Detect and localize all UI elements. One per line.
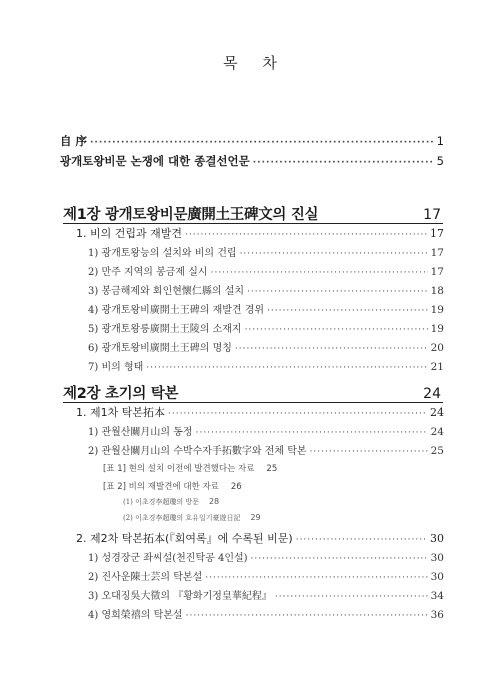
toc-table-subentry[interactable] xyxy=(123,513,261,523)
item-title: 2) 관월산關月山의 수박수자手拓數字와 전체 탁본 xyxy=(88,446,307,457)
section-title: 1. 제1차 탁본拓本 xyxy=(76,406,165,419)
item-page-number: 34 xyxy=(430,590,444,602)
chapter-title: 제1장 광개토왕비문廣開土王碑文의 진실 xyxy=(63,207,319,223)
item-title: 3) 오대징吳大徵의 『황화기정皇華紀程』 xyxy=(88,591,272,602)
leader-dots xyxy=(146,364,427,373)
section-title: 2. 제2차 탁본拓本(『회여록』에 수록된 비문) xyxy=(76,532,293,545)
toc-table-subentry[interactable] xyxy=(123,497,219,507)
table-subentry-title: (1) 이초경李超瓊의 방문 xyxy=(123,498,199,506)
chapter-page-number: 17 xyxy=(423,207,441,223)
item-title: 4) 영희榮禧의 탁본설 xyxy=(88,610,183,621)
item-page-number: 30 xyxy=(430,552,444,564)
item-page-number: 21 xyxy=(430,361,444,373)
toc-item[interactable] xyxy=(88,320,444,335)
toc-item[interactable] xyxy=(88,244,444,259)
table-page-number: 25 xyxy=(266,464,278,474)
toc-entry-declaration[interactable] xyxy=(60,153,444,169)
leader-dots xyxy=(275,593,428,602)
toc-item[interactable] xyxy=(88,549,444,564)
item-title: 1) 관월산關月山의 동정 xyxy=(88,427,193,438)
toc-item[interactable] xyxy=(88,301,444,316)
item-page-number: 17 xyxy=(430,266,444,278)
item-page-number: 17 xyxy=(430,247,444,259)
toc-item[interactable] xyxy=(88,339,444,354)
leader-dots xyxy=(310,448,428,457)
item-title: 4) 광개토왕비廣開土王碑의 재발견 경위 xyxy=(88,305,265,316)
toc-item[interactable] xyxy=(88,442,444,457)
table-title: [표 1] 현의 설치 이전에 발견했다는 자료 xyxy=(103,464,255,474)
chapter-title: 제2장 초기의 탁본 xyxy=(63,386,179,402)
leader-dots xyxy=(185,231,427,240)
leader-dots xyxy=(296,536,427,545)
chapter-divider xyxy=(63,402,443,403)
item-page-number: 19 xyxy=(430,304,444,316)
item-page-number: 24 xyxy=(430,426,444,438)
table-page-number: 26 xyxy=(230,482,242,492)
item-title: 1) 광개토왕능의 설치와 비의 건립 xyxy=(88,248,237,259)
item-title: 2) 진사운陳士芸의 탁본설 xyxy=(88,572,203,583)
toc-item[interactable] xyxy=(88,568,444,583)
item-title: 3) 봉금해제와 회인현懷仁縣의 설치 xyxy=(88,286,245,297)
item-title: 6) 광개토왕비廣開土王碑의 명칭 xyxy=(88,343,232,354)
toc-table-entry[interactable] xyxy=(103,480,242,492)
section-page-number: 17 xyxy=(430,227,444,240)
item-page-number: 25 xyxy=(430,445,444,457)
chapter-page-number: 24 xyxy=(423,386,441,402)
page-title: 목 차 xyxy=(223,54,287,72)
toc-entry-preface[interactable] xyxy=(60,133,444,149)
toc-item[interactable] xyxy=(88,606,444,621)
leader-dots xyxy=(240,250,428,259)
item-title: 5) 광개토왕릉廣開土王陵의 소재지 xyxy=(88,324,242,335)
toc-item[interactable] xyxy=(88,423,444,438)
toc-item[interactable] xyxy=(88,358,444,373)
toc-section-1-1[interactable] xyxy=(76,225,444,241)
toc-chapter-2[interactable] xyxy=(63,382,441,403)
item-title: 7) 비의 형태 xyxy=(88,362,144,373)
item-page-number: 36 xyxy=(430,609,444,621)
toc-item[interactable] xyxy=(88,263,444,278)
chapter-divider xyxy=(63,223,443,224)
toc-label: 自 序 xyxy=(60,134,88,148)
leader-dots xyxy=(205,574,427,583)
item-title: 2) 만주 지역의 봉금제 실시 xyxy=(88,267,208,278)
item-page-number: 20 xyxy=(430,342,444,354)
toc-table-entry[interactable] xyxy=(103,462,277,474)
leader-dots xyxy=(267,307,428,316)
leader-dots xyxy=(196,429,428,438)
table-subentry-page: 29 xyxy=(250,513,261,522)
leader-dots xyxy=(251,555,428,564)
table-subentry-title: (2) 이초경李超瓊의 호유일기豪遊日記 xyxy=(123,514,241,522)
leader-dots xyxy=(235,345,428,354)
leader-dots xyxy=(168,410,427,419)
table-subentry-page: 28 xyxy=(208,497,220,506)
toc-section-2-1[interactable] xyxy=(76,404,444,420)
leader-dots xyxy=(247,288,428,297)
item-page-number: 30 xyxy=(430,571,444,583)
leader-dots xyxy=(253,159,434,168)
table-title: [표 2] 비의 재발견에 대한 자료 xyxy=(103,482,219,492)
toc-chapter-1[interactable] xyxy=(63,203,441,224)
section-title: 1. 비의 건립과 재발견 xyxy=(76,227,182,240)
item-title: 1) 성경장군 좌씨설(천진탁공 4인설) xyxy=(88,553,248,564)
toc-label: 광개토왕비문 논쟁에 대한 종결선언문 xyxy=(60,154,250,168)
toc-item[interactable] xyxy=(88,587,444,602)
section-page-number: 30 xyxy=(430,532,444,545)
item-page-number: 19 xyxy=(430,323,444,335)
toc-page-number: 5 xyxy=(436,154,444,168)
item-page-number: 18 xyxy=(430,285,444,297)
leader-dots xyxy=(90,139,434,148)
toc-item[interactable] xyxy=(88,282,444,297)
leader-dots xyxy=(245,326,428,335)
toc-section-2-2[interactable] xyxy=(76,530,444,546)
section-page-number: 24 xyxy=(430,406,444,419)
toc-page-number: 1 xyxy=(436,134,444,148)
leader-dots xyxy=(186,612,428,621)
leader-dots xyxy=(211,269,428,278)
